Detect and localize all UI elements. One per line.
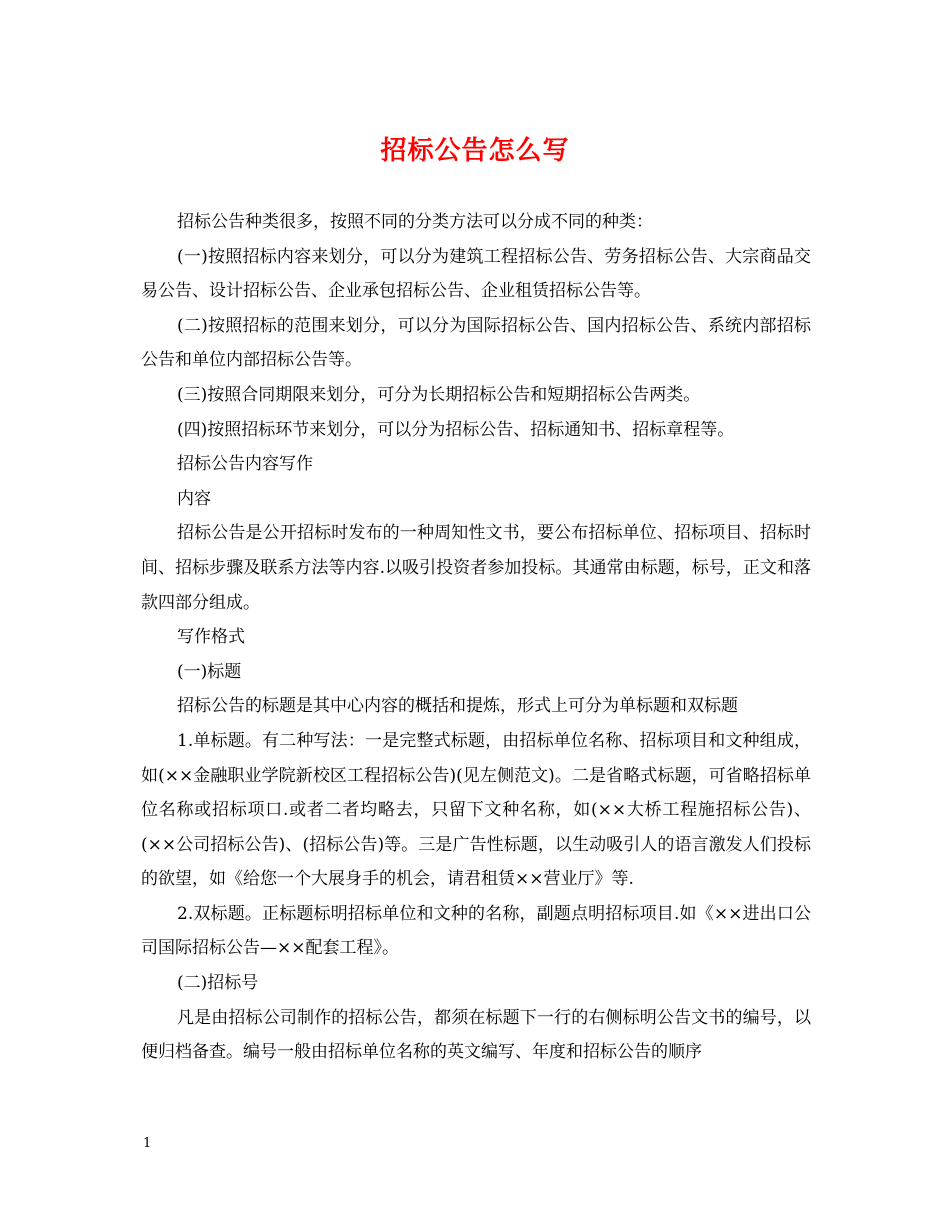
paragraph: (四)按照招标环节来划分，可以分为招标公告、招标通知书、招标章程等。	[177, 419, 735, 440]
section-heading: (一)标题	[177, 661, 242, 682]
section-heading: (二)招标号	[177, 973, 259, 994]
paragraph: 2.双标题。正标题标明招标单位和文种的名称，副题点明招标项目.如《××进出口公司国际招标公告—××配套工程》。	[141, 903, 811, 959]
paragraph: (一)按照招标内容来划分，可以分为建筑工程招标公告、劳务招标公告、大宗商品交易公告、设计招标公告、企业承包招标公告、企业租赁招标公告等。	[141, 246, 811, 302]
section-heading: 写作格式	[177, 627, 245, 648]
document-body	[141, 205, 811, 1070]
paragraph: 招标公告的标题是其中心内容的概括和提炼，形式上可分为单标题和双标题	[177, 696, 738, 717]
paragraph: (三)按照合同期限来划分，可分为长期招标公告和短期招标公告两类。	[177, 384, 701, 405]
document-title: 招标公告怎么写	[380, 136, 570, 166]
paragraph: 招标公告种类很多，按照不同的分类方法可以分成不同的种类：	[177, 212, 653, 232]
section-heading: 招标公告内容写作	[177, 454, 313, 475]
paragraph: (二)按照招标的范围来划分，可以分为国际招标公告、国内招标公告、系统内部招标公告和单位内部招标公告等。	[141, 315, 811, 371]
paragraph: 招标公告是公开招标时发布的一种周知性文书，要公布招标单位、招标项目、招标时间、招标步骤及联系方法等内容.以吸引投资者参加投标。其通常由标题，标号，正文和落款四部分组成。	[141, 523, 811, 613]
paragraph: 凡是由招标公司制作的招标公告，都须在标题下一行的右侧标明公告文书的编号，以便归档备查。编号一般由招标单位名称的英文编写、年度和招标公告的顺序	[141, 1007, 811, 1063]
section-heading: 内容	[177, 488, 211, 509]
page-number: 1	[143, 1136, 152, 1151]
paragraph: 1.单标题。有二种写法：一是完整式标题，由招标单位名称、招标项目和文种组成，如(××金融职业学院新校区工程招标公告)(见左侧范文)。二是省略式标题，可省略招标单位名称或招标项口.或者二者均略去，只留下文种名称，如(××大桥工程施招标公告)、(××公司招标公告)、(招标公告)等。三是广告性标题，以生动吸引人的语言激发人们投标的欲望，如《给您一个大展身手的机会，请君租赁××营业厅》等.	[141, 730, 811, 890]
